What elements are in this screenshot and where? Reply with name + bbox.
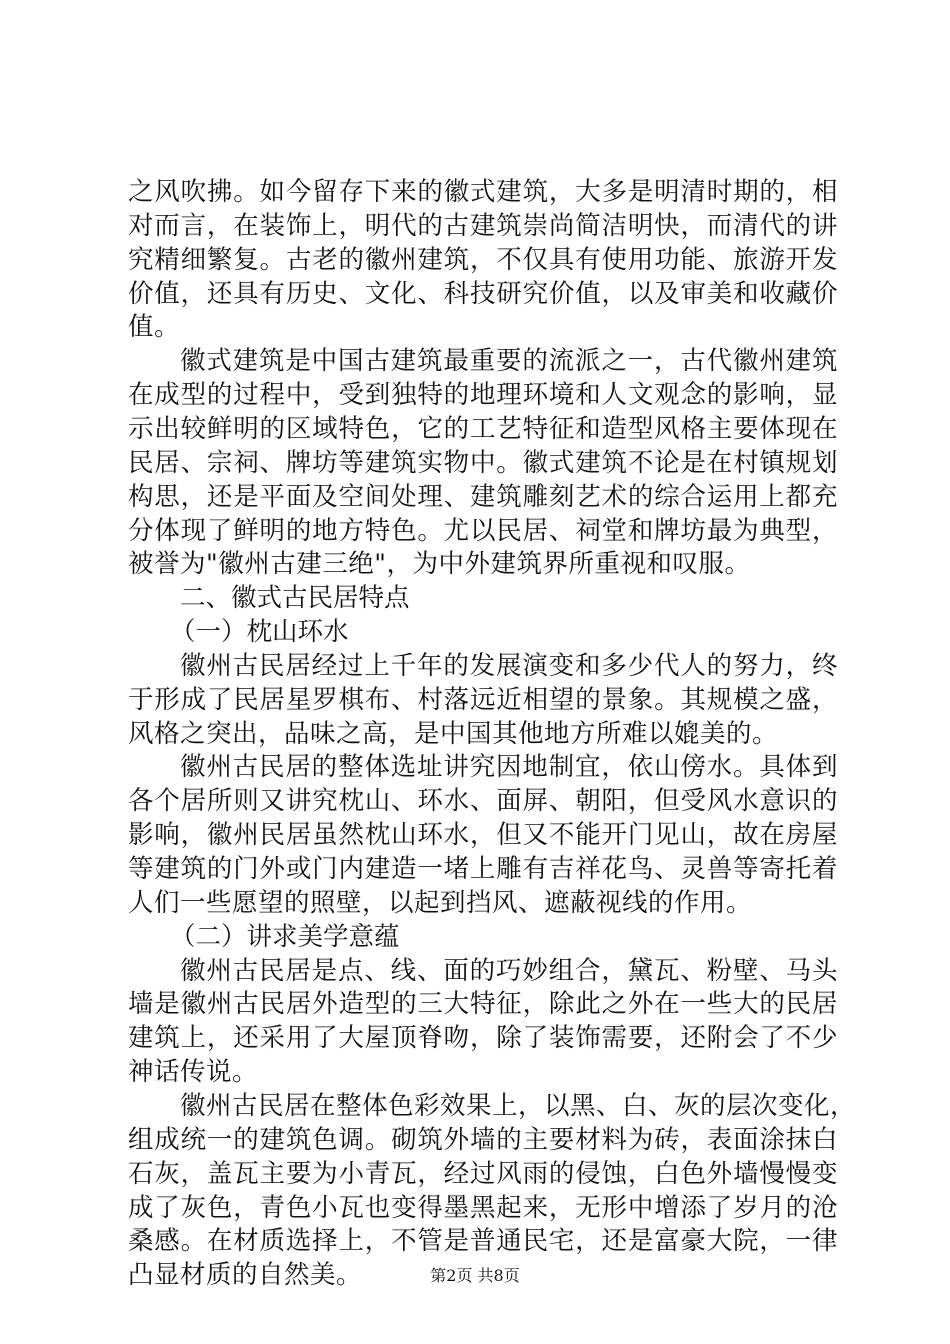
section-heading: 二、徽式古民居特点 (180, 583, 410, 613)
paragraph-6-line: 成了灰色，青色小瓦也变得墨黑起来，无形中增添了岁月的沧 (128, 1193, 838, 1223)
paragraph-6-line: 石灰，盖瓦主要为小青瓦，经过风雨的侵蚀，白色外墙慢慢变 (128, 1159, 838, 1189)
paragraph-4-line: 各个居所则又讲究枕山、环水、面屏、朝阳，但受风水意识的 (128, 786, 838, 816)
paragraph-2-line: 构思，还是平面及空间处理、建筑雕刻艺术的综合运用上都充 (128, 482, 838, 512)
paragraph-5-line: 建筑上，还采用了大屋顶脊吻，除了装饰需要，还附会了不少 (128, 1023, 838, 1053)
paragraph-1-line: 对而言，在装饰上，明代的古建筑崇尚简洁明快，而清代的讲 (128, 211, 838, 241)
subsection-heading: （二）讲求美学意蕴 (170, 922, 400, 952)
page-number: 第2页 共8页 (430, 1266, 520, 1285)
paragraph-2-line: 在成型的过程中，受到独特的地理环境和人文观念的影响，显 (128, 380, 838, 410)
paragraph-3-line: 于形成了民居星罗棋布、村落远近相望的景象。其规模之盛， (128, 685, 838, 715)
paragraph-6-line: 徽州古民居在整体色彩效果上，以黑、白、灰的层次变化， (180, 1091, 857, 1121)
paragraph-6-line: 凸显材质的自然美。 (128, 1260, 363, 1290)
paragraph-1-line: 值。 (128, 312, 181, 342)
paragraph-1-line: 究精细繁复。古老的徽州建筑，不仅具有使用功能、旅游开发 (128, 245, 838, 275)
paragraph-6-line: 组成统一的建筑色调。砌筑外墙的主要材料为砖，表面涂抹白 (128, 1125, 838, 1155)
paragraph-2-line: 被誉为"徽州古建三绝"，为中外建筑界所重视和叹服。 (128, 549, 751, 579)
paragraph-6-line: 桑感。在材质选择上，不管是普通民宅，还是富豪大院，一律 (128, 1226, 838, 1256)
paragraph-3-line: 风格之突出，品味之高，是中国其他地方所难以媲美的。 (128, 719, 779, 749)
paragraph-1-line: 价值，还具有历史、文化、科技研究价值，以及审美和收藏价 (128, 279, 838, 309)
paragraph-2-line: 徽式建筑是中国古建筑最重要的流派之一，古代徽州建筑 (180, 346, 838, 376)
paragraph-5-line: 徽州古民居是点、线、面的巧妙组合，黛瓦、粉壁、马头 (180, 956, 838, 986)
subsection-heading: （一）枕山环水 (170, 617, 349, 647)
paragraph-4-line: 徽州古民居的整体选址讲究因地制宜，依山傍水。具体到 (180, 752, 838, 782)
paragraph-4-line: 人们一些愿望的照壁，以起到挡风、遮蔽视线的作用。 (128, 888, 753, 918)
paragraph-3-line: 徽州古民居经过上千年的发展演变和多少代人的努力，终 (180, 651, 838, 681)
paragraph-2-line: 民居、宗祠、牌坊等建筑实物中。徽式建筑不论是在村镇规划 (128, 448, 838, 478)
paragraph-2-line: 示出较鲜明的区域特色，它的工艺特征和造型风格主要体现在 (128, 414, 838, 444)
paragraph-5-line: 神话传说。 (128, 1057, 259, 1087)
paragraph-2-line: 分体现了鲜明的地方特色。尤以民居、祠堂和牌坊最为典型， (128, 516, 838, 546)
paragraph-1-line: 之风吹拂。如今留存下来的徽式建筑，大多是明清时期的，相 (128, 177, 838, 207)
paragraph-4-line: 等建筑的门外或门内建造一堵上雕有吉祥花鸟、灵兽等寄托着 (128, 854, 838, 884)
paragraph-4-line: 影响，徽州民居虽然枕山环水，但又不能开门见山，故在房屋 (128, 820, 838, 850)
paragraph-5-line: 墙是徽州古民居外造型的三大特征，除此之外在一些大的民居 (128, 989, 838, 1019)
